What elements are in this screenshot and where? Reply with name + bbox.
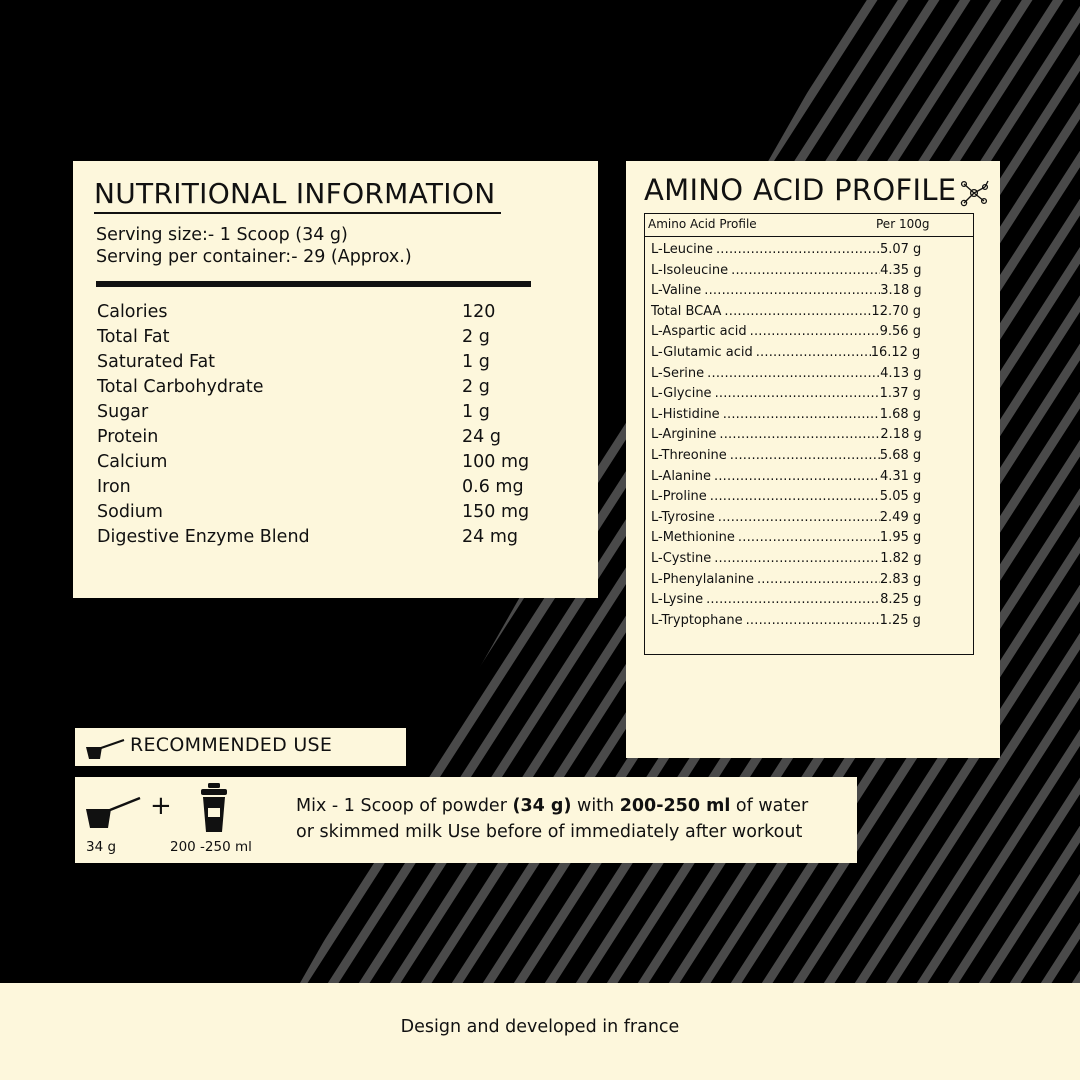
nutrient-value: 1 g <box>462 402 490 422</box>
leader-dots <box>706 590 880 611</box>
nutrient-name: Total Fat <box>97 327 170 347</box>
instruction-line-2: or skimmed milk Use before of immediately after workout <box>296 822 803 842</box>
amino-row <box>651 281 971 302</box>
amino-row <box>651 446 971 467</box>
amino-row <box>651 549 971 570</box>
leader-dots <box>714 549 880 570</box>
amino-name: L-Aspartic acid <box>651 324 747 340</box>
recommended-use-label <box>75 728 406 766</box>
amino-name: L-Tryptophane <box>651 612 743 628</box>
amino-name: L-Lysine <box>651 592 704 608</box>
nutrition-row <box>97 300 537 325</box>
amino-col-name: Amino Acid Profile <box>648 217 757 231</box>
nutrition-row <box>97 500 537 525</box>
stripe <box>0 0 17 1080</box>
nutrient-name: Sodium <box>97 502 163 522</box>
leader-dots <box>704 281 880 302</box>
amino-row <box>651 425 971 446</box>
amino-row <box>651 261 971 282</box>
amino-value: 4.31 g <box>879 468 922 484</box>
stripe <box>0 0 48 1080</box>
nutrition-divider <box>96 281 531 287</box>
leader-dots <box>715 384 880 405</box>
amino-col-value: Per 100g <box>876 217 930 231</box>
nutrition-row <box>97 325 537 350</box>
amino-row <box>651 343 971 364</box>
amino-value: 5.68 g <box>879 447 922 463</box>
nutrient-name: Calories <box>97 302 168 322</box>
amino-row <box>651 570 971 591</box>
leader-dots <box>710 487 880 508</box>
instruction-text: of water <box>730 796 809 816</box>
liquid-quantity: 200 -250 ml <box>170 839 252 855</box>
instruction-text: Mix - 1 Scoop of powder <box>296 796 513 816</box>
nutrition-title: NUTRITIONAL INFORMATION <box>94 177 501 214</box>
instruction-line-1 <box>296 793 808 819</box>
amino-name: L-Serine <box>651 365 705 381</box>
leader-dots <box>718 508 880 529</box>
amino-name: L-Threonine <box>651 447 727 463</box>
leader-dots <box>731 261 880 282</box>
amino-row <box>651 384 971 405</box>
nutrition-row <box>97 450 537 475</box>
instruction-text: with <box>571 796 620 816</box>
scoop-icon <box>85 738 125 760</box>
leader-dots <box>750 322 880 343</box>
shaker-icon <box>199 783 229 833</box>
nutrition-panel <box>73 161 598 598</box>
amino-value: 4.13 g <box>880 365 922 381</box>
scoop-icon <box>85 795 141 829</box>
amino-value: 3.18 g <box>880 283 922 299</box>
nutrient-value: 24 g <box>462 427 501 447</box>
nutrient-name: Saturated Fat <box>97 352 216 372</box>
amino-row <box>651 590 971 611</box>
amino-value: 1.82 g <box>880 550 922 566</box>
amino-value: 12.70 g <box>871 303 922 319</box>
amino-value: 16.12 g <box>870 344 921 360</box>
instruction-bold-volume: 200-250 ml <box>619 796 731 816</box>
amino-value: 9.56 g <box>879 324 921 340</box>
molecule-icon <box>958 178 990 208</box>
leader-dots <box>756 343 871 364</box>
amino-name: L-Alanine <box>651 468 711 484</box>
amino-name: L-Histidine <box>651 406 720 422</box>
amino-name: L-Valine <box>651 283 702 299</box>
recommended-use-title: RECOMMENDED USE <box>130 734 333 756</box>
amino-value: 2.83 g <box>879 571 922 587</box>
amino-value: 1.37 g <box>879 386 921 402</box>
leader-dots <box>716 240 880 261</box>
amino-name: Total BCAA <box>651 303 722 319</box>
amino-row <box>651 611 971 632</box>
amino-name: L-Isoleucine <box>651 262 729 278</box>
plus-sign: + <box>150 791 172 821</box>
nutrition-row <box>97 475 537 500</box>
amino-row <box>651 364 971 385</box>
amino-name: L-Cystine <box>651 550 712 566</box>
amino-row <box>651 322 971 343</box>
nutrition-table <box>97 300 537 550</box>
nutrient-value: 100 mg <box>462 452 530 472</box>
nutrient-name: Total Carbohydrate <box>97 377 264 397</box>
recommended-use-body <box>75 777 857 863</box>
amino-name: L-Leucine <box>651 242 713 257</box>
nutrient-value: 1 g <box>462 352 490 372</box>
amino-row <box>651 467 971 488</box>
nutrition-row <box>97 350 537 375</box>
nutrition-row <box>97 425 537 450</box>
amino-value: 2.18 g <box>880 427 922 443</box>
leader-dots <box>757 570 880 591</box>
nutrient-name: Calcium <box>97 452 168 472</box>
amino-name: L-Tyrosine <box>651 509 715 525</box>
amino-row <box>651 487 971 508</box>
nutrient-value: 2 g <box>462 327 490 347</box>
amino-table <box>644 213 974 655</box>
amino-table-header <box>645 214 973 237</box>
amino-name: L-Phenylalanine <box>651 571 754 587</box>
amino-name: L-Proline <box>651 489 707 505</box>
scoop-quantity: 34 g <box>86 839 117 855</box>
amino-value: 4.35 g <box>880 262 922 278</box>
amino-value: 2.49 g <box>879 509 922 525</box>
amino-value: 1.95 g <box>879 530 922 546</box>
amino-title: AMINO ACID PROFILE <box>644 173 957 207</box>
amino-value: 1.68 g <box>879 406 922 422</box>
amino-row <box>651 405 971 426</box>
amino-row <box>651 302 971 323</box>
leader-dots <box>730 446 880 467</box>
leader-dots <box>746 611 880 632</box>
amino-value: 5.05 g <box>879 489 922 505</box>
nutrient-name: Protein <box>97 427 159 447</box>
nutrient-value: 0.6 mg <box>462 477 524 497</box>
leader-dots <box>724 302 871 323</box>
footer-text: Design and developed in france <box>400 1017 680 1037</box>
amino-acid-panel <box>626 161 1000 758</box>
leader-dots <box>719 425 880 446</box>
nutrient-value: 24 mg <box>462 527 518 547</box>
serving-info <box>96 224 412 268</box>
amino-row <box>651 528 971 549</box>
usage-instructions <box>296 793 808 845</box>
amino-name: L-Arginine <box>651 427 717 443</box>
amino-value: 8.25 g <box>880 592 922 608</box>
servings-per-container: Serving per container:- 29 (Approx.) <box>96 247 412 267</box>
nutrient-name: Iron <box>97 477 131 497</box>
serving-size: Serving size:- 1 Scoop (34 g) <box>96 225 348 245</box>
leader-dots <box>738 528 880 549</box>
amino-value: 5.07 g <box>879 242 922 257</box>
nutrient-value: 120 <box>462 302 496 322</box>
nutrition-row <box>97 375 537 400</box>
instruction-bold-amount: (34 g) <box>512 796 572 816</box>
amino-name: L-Glycine <box>651 386 712 402</box>
nutrient-name: Sugar <box>97 402 149 422</box>
amino-row <box>651 508 971 529</box>
amino-name: L-Glutamic acid <box>651 344 753 360</box>
leader-dots <box>723 405 880 426</box>
amino-name: L-Methionine <box>651 530 735 546</box>
leader-dots <box>714 467 880 488</box>
nutrition-row <box>97 525 537 550</box>
nutrient-value: 2 g <box>462 377 490 397</box>
amino-rows <box>651 240 971 631</box>
stripe <box>0 0 79 1080</box>
footer <box>0 983 1080 1080</box>
nutrition-row <box>97 400 537 425</box>
leader-dots <box>707 364 880 385</box>
amino-row <box>651 240 971 261</box>
amino-value: 1.25 g <box>879 612 921 628</box>
nutrient-name: Digestive Enzyme Blend <box>97 527 310 547</box>
nutrient-value: 150 mg <box>462 502 530 522</box>
